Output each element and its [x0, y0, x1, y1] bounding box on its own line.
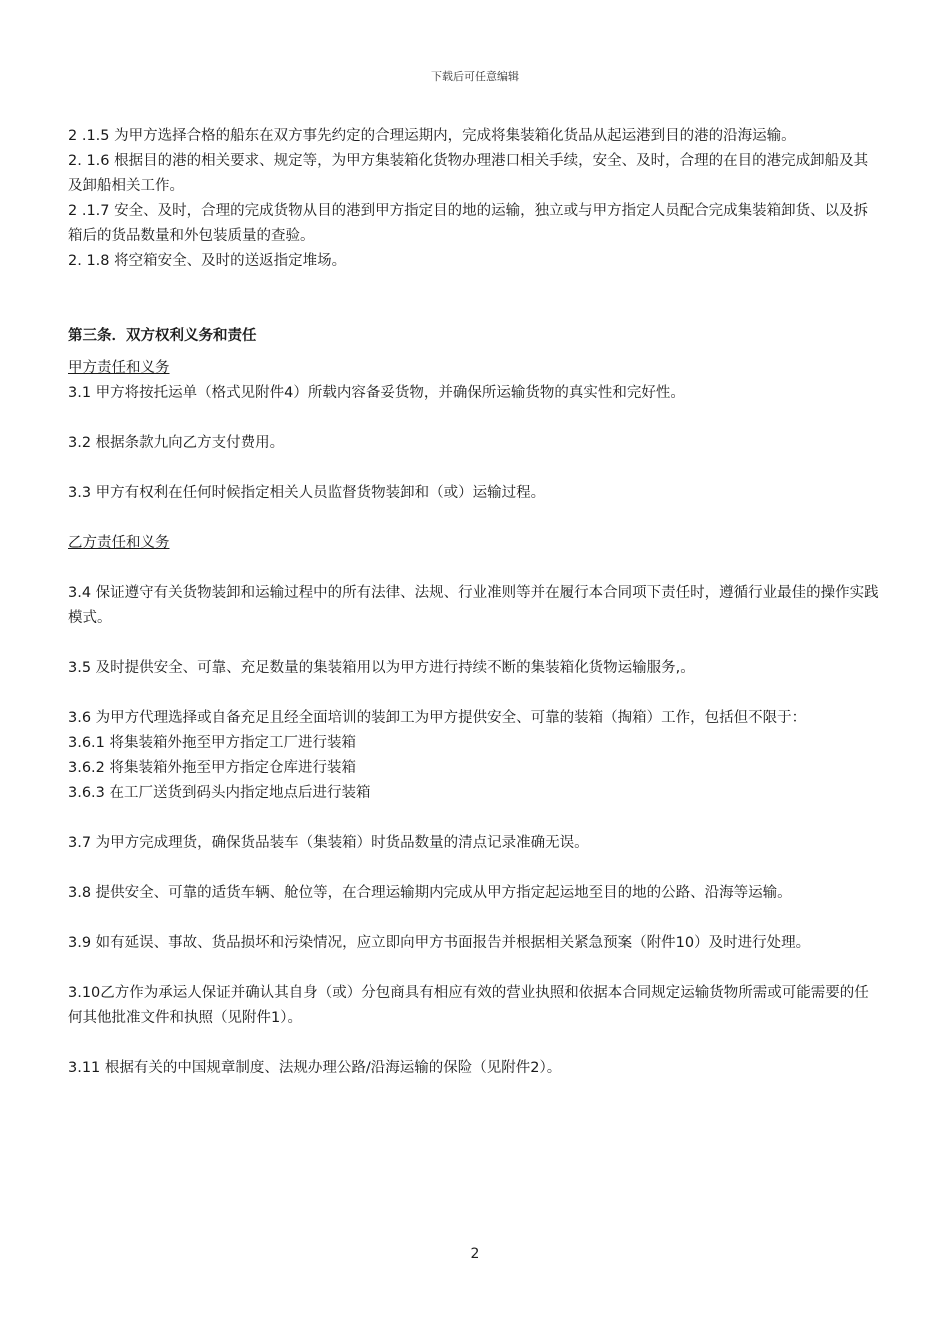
clause-2-1-5: 2 .1.5 为甲方选择合格的船东在双方事先约定的合理运期内，完成将集装箱化货品从起运港到目的港的沿海运输。: [68, 128, 796, 144]
clause-3-8: 3.8 提供安全、可靠的适货车辆、舱位等，在合理运输期内完成从甲方指定起运地至目的地的公路、沿海等运输。: [68, 885, 792, 901]
clause-3-4: 3.4 保证遵守有关货物装卸和运输过程中的所有法律、法规、行业准则等并在履行本合同项下责任时，遵循行业最佳的操作实践模式。: [68, 585, 879, 626]
clause-3-6-1: 3.6.1 将集装箱外拖至甲方指定工厂进行装箱: [68, 735, 357, 751]
clause-3-5: 3.5 及时提供安全、可靠、充足数量的集装箱用以为甲方进行持续不断的集装箱化货物运输服务,。: [68, 660, 695, 676]
clause-3-2: 3.2 根据条款九向乙方支付费用。: [68, 435, 285, 451]
clause-3-11: 3.11 根据有关的中国规章制度、法规办理公路/沿海运输的保险（见附件2）。: [68, 1060, 562, 1076]
page-number: 2: [470, 1246, 480, 1262]
clause-2-1-7: 2 .1.7 安全、及时，合理的完成货物从目的港到甲方指定目的地的运输，独立或与甲方指定人员配合完成集装箱卸货、以及拆箱后的货品数量和外包装质量的查验。: [68, 203, 869, 244]
party-b-subheading: 乙方责任和义务: [68, 535, 170, 551]
clause-3-9: 3.9 如有延误、事故、货品损坏和污染情况，应立即向甲方书面报告并根据相关紧急预案（附件10）及时进行处理。: [68, 935, 811, 951]
clause-3-3: 3.3 甲方有权利在任何时候指定相关人员监督货物装卸和（或）运输过程。: [68, 485, 546, 501]
clause-3-6-2: 3.6.2 将集装箱外拖至甲方指定仓库进行装箱: [68, 760, 357, 776]
document-body: [68, 124, 882, 1081]
clause-3-6-3: 3.6.3 在工厂送货到码头内指定地点后进行装箱: [68, 785, 371, 801]
clause-3-6: 3.6 为甲方代理选择或自备充足且经全面培训的装卸工为甲方提供安全、可靠的装箱（掏箱）工作，包括但不限于：: [68, 710, 807, 726]
party-a-subheading: 甲方责任和义务: [68, 360, 170, 376]
clause-3-1: 3.1 甲方将按托运单（格式见附件4）所载内容备妥货物，并确保所运输货物的真实性和完好性。: [68, 385, 685, 401]
article-3-heading: 第三条．双方权利义务和责任: [68, 328, 257, 344]
clause-2-1-8: 2. 1.8 将空箱安全、及时的送返指定堆场。: [68, 253, 347, 269]
clause-3-7: 3.7 为甲方完成理货，确保货品装车（集装箱）时货品数量的清点记录准确无误。: [68, 835, 589, 851]
page-header: 下载后可任意编辑: [431, 70, 519, 83]
clause-2-1-6: 2. 1.6 根据目的港的相关要求、规定等，为甲方集装箱化货物办理港口相关手续，安全、及时，合理的在目的港完成卸船及其及卸船相关工作。: [68, 153, 869, 194]
clause-3-10: 3.10乙方作为承运人保证并确认其自身（或）分包商具有相应有效的营业执照和依据本合同规定运输货物所需或可能需要的任何其他批准文件和执照（见附件1）。: [68, 985, 869, 1026]
